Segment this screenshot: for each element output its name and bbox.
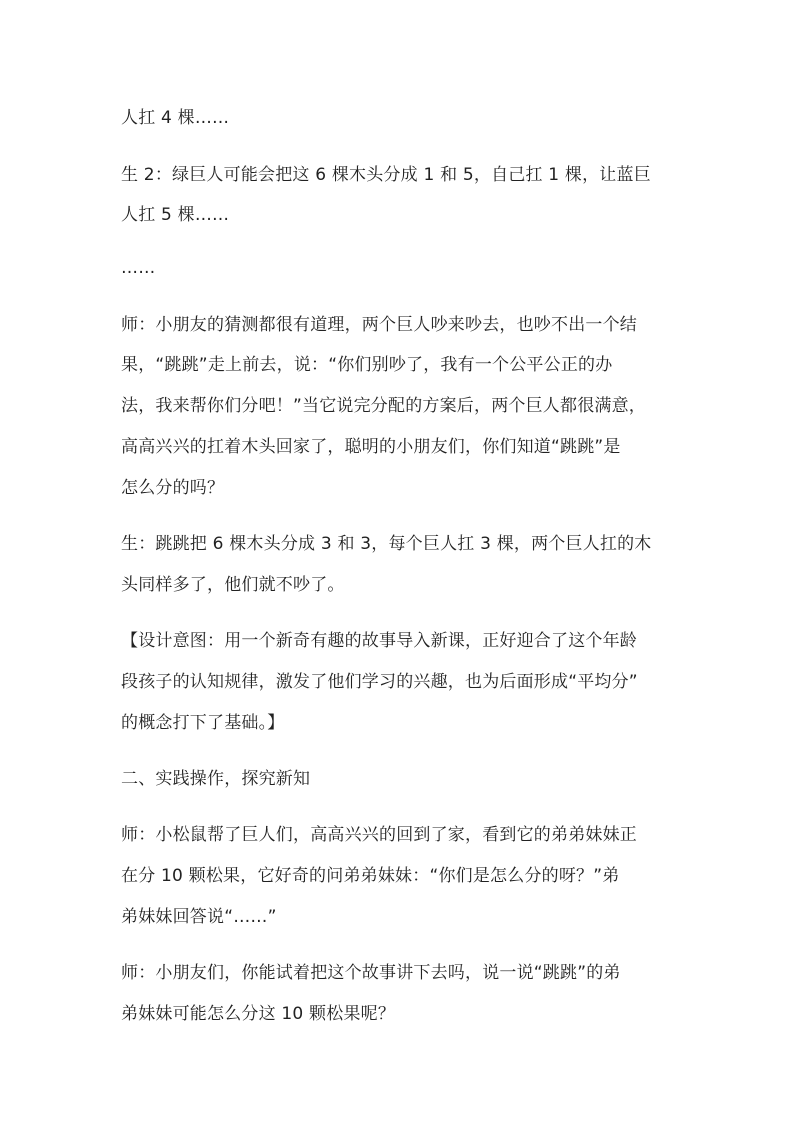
text-line: 师：小朋友们，你能试着把这个故事讲下去吗，说一说“跳跳”的弟: [121, 963, 621, 983]
text-line: 生：跳跳把 6 棵木头分成 3 和 3，每个巨人扛 3 棵，两个巨人扛的木: [121, 534, 652, 554]
text-line: 果，“跳跳”走上前去，说：“你们别吵了，我有一个公平公正的办: [121, 355, 613, 375]
text-line: 生 2：绿巨人可能会把这 6 棵木头分成 1 和 5，自己扛 1 棵，让蓝巨: [121, 165, 651, 185]
text-line: 弟妹妹可能怎么分这 10 颗松果呢？: [121, 1004, 396, 1024]
text-line: 的概念打下了基础。】: [121, 713, 285, 733]
text-line: 师：小朋友的猜测都很有道理，两个巨人吵来吵去，也吵不出一个结: [121, 315, 637, 335]
text-line: 【设计意图：用一个新奇有趣的故事导入新课，正好迎合了这个年龄: [121, 631, 637, 651]
text-line: 高高兴兴的扛着木头回家了，聪明的小朋友们，你们知道“跳跳”是: [121, 437, 621, 457]
text-line: 人扛 5 棵……: [121, 205, 230, 225]
section-heading: 二、实践操作，探究新知: [121, 769, 311, 789]
text-line: ……: [121, 258, 156, 278]
text-line: 人扛 4 棵……: [121, 108, 230, 128]
text-line: 师：小松鼠帮了巨人们，高高兴兴的回到了家，看到它的弟弟妹妹正: [121, 825, 637, 845]
text-line: 怎么分的吗？: [121, 478, 225, 498]
text-line: 在分 10 颗松果，它好奇的问弟弟妹妹：“你们是怎么分的呀？”弟: [121, 866, 620, 886]
text-line: 头同样多了，他们就不吵了。: [121, 575, 345, 595]
text-line: 法，我来帮你们分吧！”当它说完分配的方案后，两个巨人都很满意，: [121, 396, 647, 416]
text-line: 弟妹妹回答说“……”: [121, 907, 277, 927]
text-line: 段孩子的认知规律，激发了他们学习的兴趣，也为后面形成“平均分”: [121, 672, 638, 692]
